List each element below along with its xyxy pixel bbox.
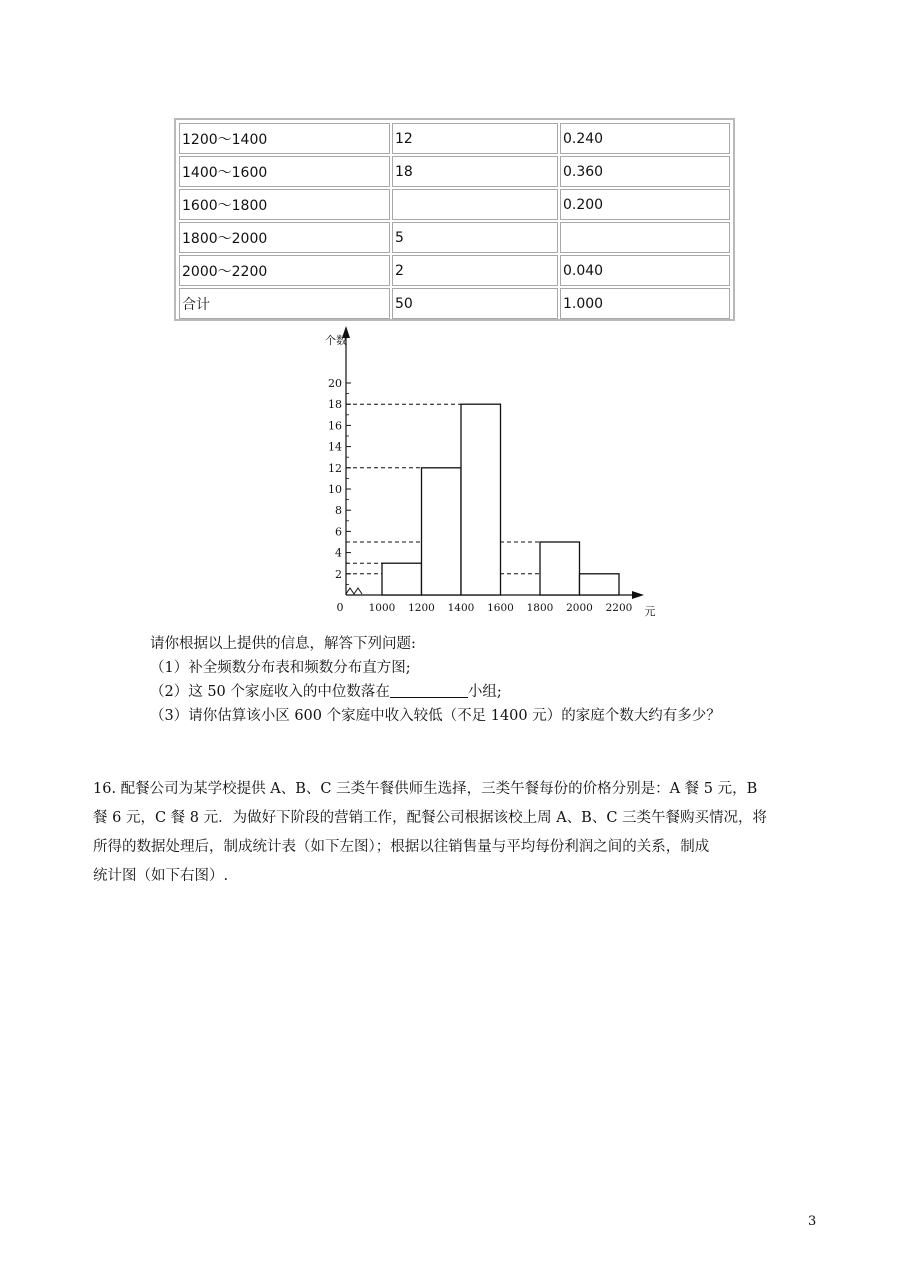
y-tick-label: 10 xyxy=(328,483,342,496)
question-3: （3）请你估算该小区 600 个家庭中收入较低（不足 1400 元）的家庭个数大约有多少？ xyxy=(150,708,721,724)
frequency-table xyxy=(174,118,735,321)
y-tick-label: 20 xyxy=(328,377,342,390)
y-tick-label: 12 xyxy=(328,461,342,475)
count-cell xyxy=(392,189,558,220)
histogram-bar xyxy=(580,574,620,595)
x-tick-label: 2200 xyxy=(605,602,633,614)
frequency-cell: 0.240 xyxy=(560,123,730,154)
table-row xyxy=(179,123,730,154)
y-axis-label: 个数 xyxy=(325,334,347,347)
histogram-bar xyxy=(540,542,580,595)
questions-block xyxy=(150,632,830,728)
range-cell: 1800～2000 xyxy=(179,222,390,253)
table-row xyxy=(179,288,730,319)
frequency-cell: 0.200 xyxy=(560,189,730,220)
problem-16-line-1: 16. 配餐公司为某学校提供 A、B、C 三类午餐供师生选择，三类午餐每份的价格分别是：A 餐 5 元，B xyxy=(93,781,758,797)
problem-16-line-4: 统计图（如下右图）. xyxy=(93,868,229,884)
y-tick-label: 18 xyxy=(328,398,342,412)
y-tick-label: 14 xyxy=(328,440,342,454)
problem-16-line-2: 餐 6 元，C 餐 8 元．为做好下阶段的营销工作，配餐公司根据该校上周 A、B、C 三类午餐购买情况，将 xyxy=(93,810,768,826)
range-cell: 2000～2200 xyxy=(179,255,390,286)
count-cell: 2 xyxy=(392,255,558,286)
x-axis-label: 元 xyxy=(644,605,656,618)
page-number: 3 xyxy=(808,1214,817,1229)
count-cell: 5 xyxy=(392,222,558,253)
table-row xyxy=(179,156,730,187)
y-tick-label: 4 xyxy=(335,546,342,560)
histogram-bar xyxy=(382,563,422,595)
y-tick-label: 2 xyxy=(335,567,342,581)
frequency-cell: 0.360 xyxy=(560,156,730,187)
questions-intro: 请你根据以上提供的信息，解答下列问题: xyxy=(150,636,416,652)
question-1: （1）补全频数分布表和频数分布直方图; xyxy=(150,660,411,676)
problem-16 xyxy=(93,775,813,891)
range-cell: 1600～1800 xyxy=(179,189,390,220)
x-tick-label: 1000 xyxy=(368,602,396,614)
frequency-cell: 0.040 xyxy=(560,255,730,286)
problem-16-line-3: 所得的数据处理后，制成统计表（如下左图）；根据以往销售量与平均每份利润之间的关系，制成 xyxy=(93,839,710,855)
x-tick-label: 1400 xyxy=(447,602,475,614)
answer-blank[interactable] xyxy=(390,682,468,698)
count-cell: 18 xyxy=(392,156,558,187)
y-tick-label: 8 xyxy=(335,504,342,518)
range-cell: 1400～1600 xyxy=(179,156,390,187)
x-tick-label: 1200 xyxy=(408,602,435,614)
range-cell: 1200～1400 xyxy=(179,123,390,154)
question-2: （2）这 50 个家庭收入的中位数落在 小组; xyxy=(150,684,502,700)
x-axis-arrow-icon xyxy=(632,591,644,599)
count-cell: 12 xyxy=(392,123,558,154)
origin-label: 0 xyxy=(336,601,344,614)
x-tick-label: 1800 xyxy=(526,602,554,614)
table-row xyxy=(179,255,730,286)
x-tick-label: 1600 xyxy=(487,602,514,614)
range-cell: 合计 xyxy=(179,288,390,319)
x-tick-label: 2000 xyxy=(566,602,593,614)
table-row xyxy=(179,189,730,220)
frequency-cell: 1.000 xyxy=(560,288,730,319)
frequency-histogram xyxy=(300,322,660,622)
table-row xyxy=(179,222,730,253)
y-tick-label: 6 xyxy=(335,525,342,539)
histogram-bar xyxy=(422,468,462,595)
y-tick-label: 16 xyxy=(328,419,342,433)
histogram-bar xyxy=(461,404,501,595)
axis-break-icon xyxy=(346,588,362,594)
frequency-cell xyxy=(560,222,730,253)
count-cell: 50 xyxy=(392,288,558,319)
